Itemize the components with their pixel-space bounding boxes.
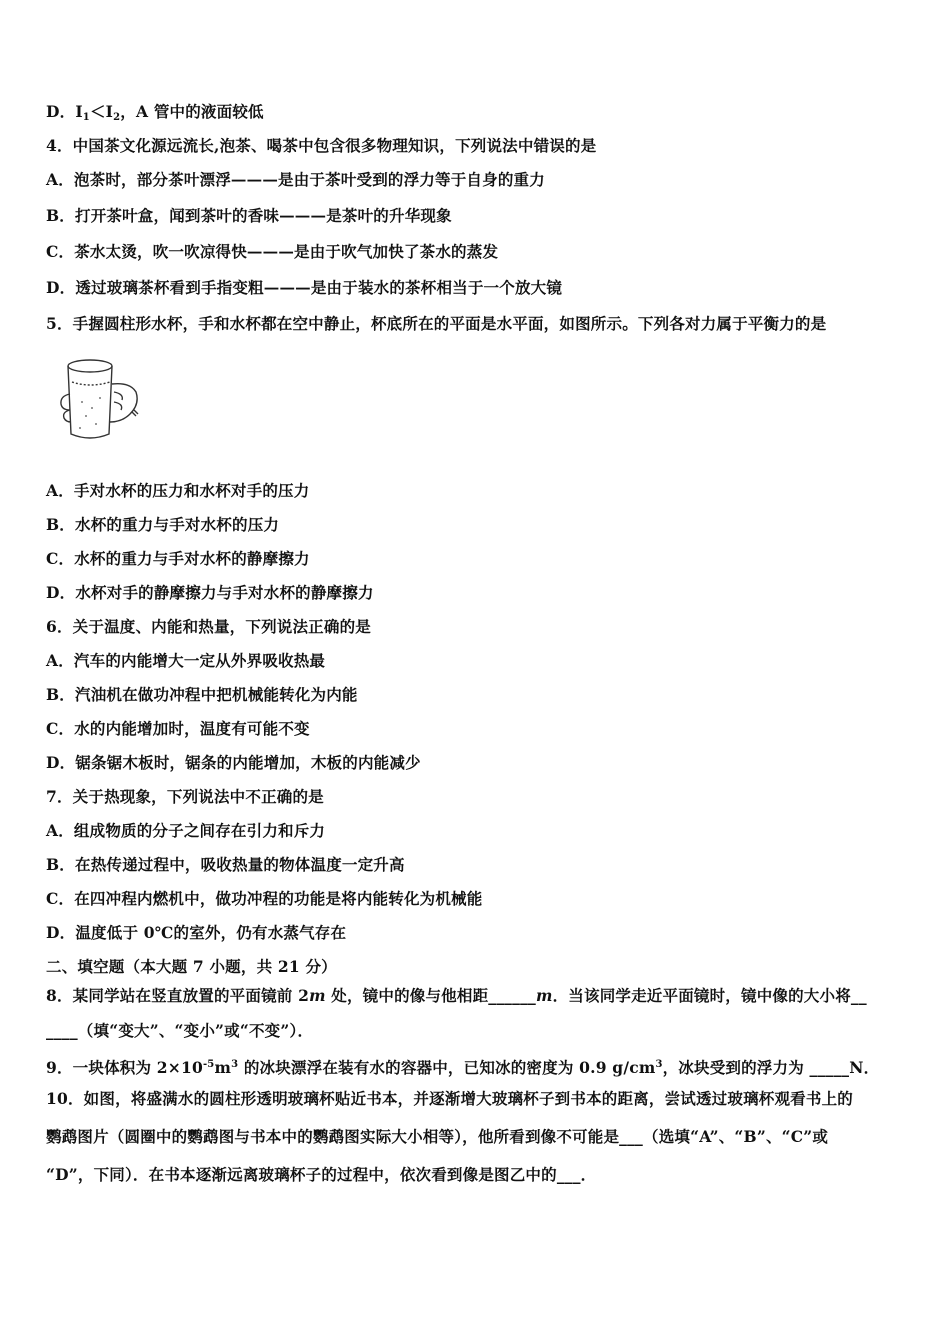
q5-option-b: B．水杯的重力与手对水杯的压力 [46, 515, 280, 534]
q8-text-a: 8．某同学站在竖直放置的平面镜前 2 [46, 986, 310, 1005]
q4-option-a: A．泡茶时，部分茶叶漂浮———是由于茶叶受到的浮力等于自身的重力 [46, 170, 545, 189]
q5-option-c: C．水杯的重力与手对水杯的静摩擦力 [46, 549, 310, 568]
q9-sup-2: 3 [231, 1059, 239, 1070]
q8-line-1 [46, 986, 867, 1006]
q9-text-1: 9．一块体积为 2×10 [46, 1058, 203, 1077]
q8-unit-2: m [536, 986, 553, 1005]
q5-option-d: D．水杯对手的静摩擦力与手对水杯的静摩擦力 [46, 583, 374, 602]
q10-line-3: “D”，下同）．在书本逐渐远离玻璃杯子的过程中，依次看到像是图乙中的___． [46, 1165, 597, 1184]
q8-text-c: ．当该同学走近平面镜时，镜中像的大小将__ [552, 986, 867, 1005]
q8-line-2: ____（填“变大”、“变小”或“不变”）． [46, 1021, 314, 1040]
q6-option-d: D．锯条锯木板时，锯条的内能增加，木板的内能减少 [46, 753, 421, 772]
q3-d-rest: ，A 管中的液面较低 [120, 102, 264, 121]
q4-option-d: D．透过玻璃茶杯看到手指变粗———是由于装水的茶杯相当于一个放大镜 [46, 278, 563, 297]
q8-text-b: 处，镜中的像与他相距______ [325, 986, 536, 1005]
q7-option-c: C．在四冲程内燃机中，做功冲程的功能是将内能转化为机械能 [46, 889, 483, 908]
q10-line-2: 鹦鹉图片（圆圈中的鹦鹉图与书本中的鹦鹉图实际大小相等），他所看到像不可能是___（选填“A”、“B”、“C”或 [46, 1127, 829, 1146]
hand-holding-cup-figure [52, 352, 144, 444]
q9-line [46, 1055, 879, 1078]
q4-option-b: B．打开茶叶盒，闻到茶叶的香味———是茶叶的升华现象 [46, 206, 452, 225]
q7-stem: 7．关于热现象，下列说法中不正确的是 [46, 787, 324, 806]
q3-d-sub2: 2 [113, 112, 121, 123]
q9-text-4: ，冰块受到的浮力为 _____N． [662, 1058, 880, 1077]
q3-d-label: D．I [46, 102, 83, 121]
q3-d-sub1: 1 [82, 112, 90, 123]
q3-d-mid: ＜I [89, 102, 114, 121]
q7-option-d: D．温度低于 0℃的室外，仍有水蒸气存在 [46, 923, 347, 942]
q9-sup-3: 3 [655, 1059, 663, 1070]
q6-option-a: A．汽车的内能增大一定从外界吸收热最 [46, 651, 326, 670]
q5-option-a: A．手对水杯的压力和水杯对手的压力 [46, 481, 310, 500]
q10-line-1: 10．如图，将盛满水的圆柱形透明玻璃杯贴近书本，并逐渐增大玻璃杯子到书本的距离，尝试透过玻璃杯观看书上的 [46, 1089, 853, 1108]
q7-option-a: A．组成物质的分子之间存在引力和斥力 [46, 821, 326, 840]
q4-option-c: C．茶水太烫，吹一吹凉得快———是由于吹气加快了茶水的蒸发 [46, 242, 499, 261]
q3-option-d [46, 102, 264, 128]
q8-unit-1: m [309, 986, 326, 1005]
q6-option-c: C．水的内能增加时，温度有可能不变 [46, 719, 310, 738]
q9-text-2: m [214, 1058, 232, 1077]
q6-stem: 6．关于温度、内能和热量，下列说法正确的是 [46, 617, 371, 636]
q9-text-3: 的冰块漂浮在装有水的容器中，已知冰的密度为 0.9 g/cm [238, 1058, 656, 1077]
q4-stem: 4．中国茶文化源远流长,泡茶、喝茶中包含很多物理知识，下列说法中错误的是 [46, 136, 597, 155]
q6-option-b: B．汽油机在做功冲程中把机械能转化为内能 [46, 685, 358, 704]
section-2-heading: 二、填空题（本大题 7 小题，共 21 分） [46, 957, 337, 976]
q5-stem: 5．手握圆柱形水杯，手和水杯都在空中静止，杯底所在的平面是水平面，如图所示。下列各对力属于平衡力的是 [46, 314, 827, 333]
q9-sup-1: -5 [202, 1059, 215, 1070]
q7-option-b: B．在热传递过程中，吸收热量的物体温度一定升高 [46, 855, 405, 874]
